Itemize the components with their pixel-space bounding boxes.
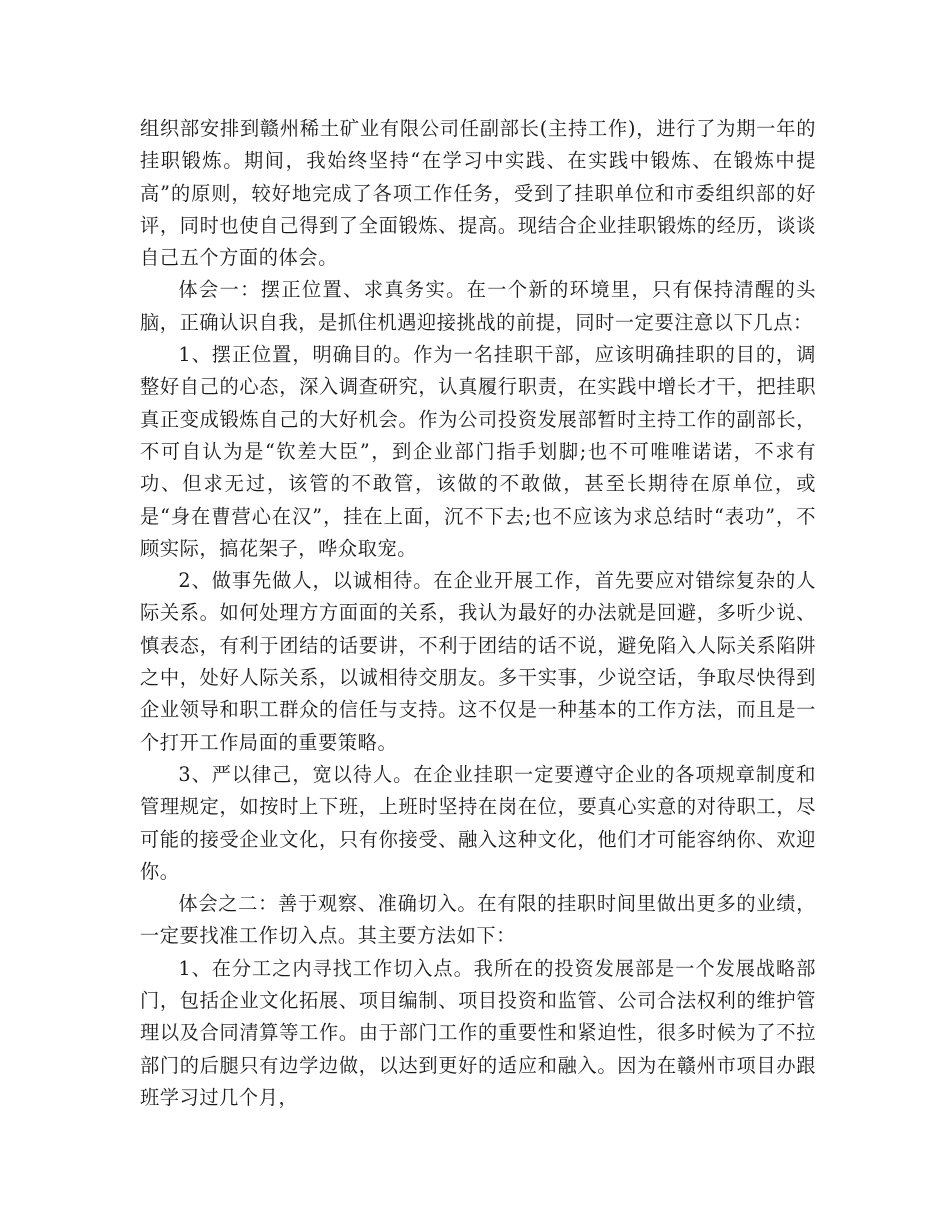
paragraph-point-position: 1、摆正位置，明确目的。作为一名挂职干部，应该明确挂职的目的，调整好自己的心态，深入调查研究，认真履行职责，在实践中增长才干，把挂职真正变成锻炼自己的大好机会。作为公司投资发展部暂时主持工作的副部长，不可自认为是“钦差大臣”，到企业部门指手划脚;也不可唯唯诺诺，不求有功、但求无过，该管的不敢管，该做的不敢做，甚至长期待在原单位，或是“身在曹营心在汉”，挂在上面，沉不下去;也不应该为求总结时“表功”，不顾实际，搞花架子，哗众取宠。 [140,343,816,560]
document-body [140,113,816,1114]
paragraph-intro: 组织部安排到赣州稀土矿业有限公司任副部长(主持工作)，进行了为期一年的挂职锻炼。期间，我始终坚持“在学习中实践、在实践中锻炼、在锻炼中提高”的原则，较好地完成了各项工作任务，受到了挂职单位和市委组织部的好评，同时也使自己得到了全面锻炼、提高。现结合企业挂职锻炼的经历，谈谈自己五个方面的体会。 [140,117,816,270]
paragraph-point-discipline: 3、严以律己，宽以待人。在企业挂职一定要遵守企业的各项规章制度和管理规定，如按时上下班，上班时坚持在岗在位，要真心实意的对待职工，尽可能的接受企业文化，只有你接受、融入这种文化，他们才可能容纳你、欢迎你。 [140,762,816,883]
paragraph-point-entry: 1、在分工之内寻找工作切入点。我所在的投资发展部是一个发展战略部门，包括企业文化拓展、项目编制、项目投资和监管、公司合法权利的维护管理以及合同清算等工作。由于部门工作的重要性和紧迫性，很多时候为了不拉部门的后腿只有边学边做，以达到更好的适应和融入。因为在赣州市项目办跟班学习过几个月， [140,956,816,1109]
paragraph-insight-one: 体会一：摆正位置、求真务实。在一个新的环境里，只有保持清醒的头脑，正确认识自我，是抓住机遇迎接挑战的前提，同时一定要注意以下几点： [140,278,816,334]
paragraph-insight-two: 体会之二：善于观察、准确切入。在有限的挂职时间里做出更多的业绩，一定要找准工作切入点。其主要方法如下： [140,892,816,948]
paragraph-point-sincerity: 2、做事先做人，以诚相待。在企业开展工作，首先要应对错综复杂的人际关系。如何处理方方面面的关系，我认为最好的办法就是回避，多听少说、慎表态，有利于团结的话要讲，不利于团结的话不说，避免陷入人际关系陷阱之中，处好人际关系，以诚相待交朋友。多干实事，少说空话，争取尽快得到企业领导和职工群众的信任与支持。这不仅是一种基本的工作方法，而且是一个打开工作局面的重要策略。 [140,569,816,754]
